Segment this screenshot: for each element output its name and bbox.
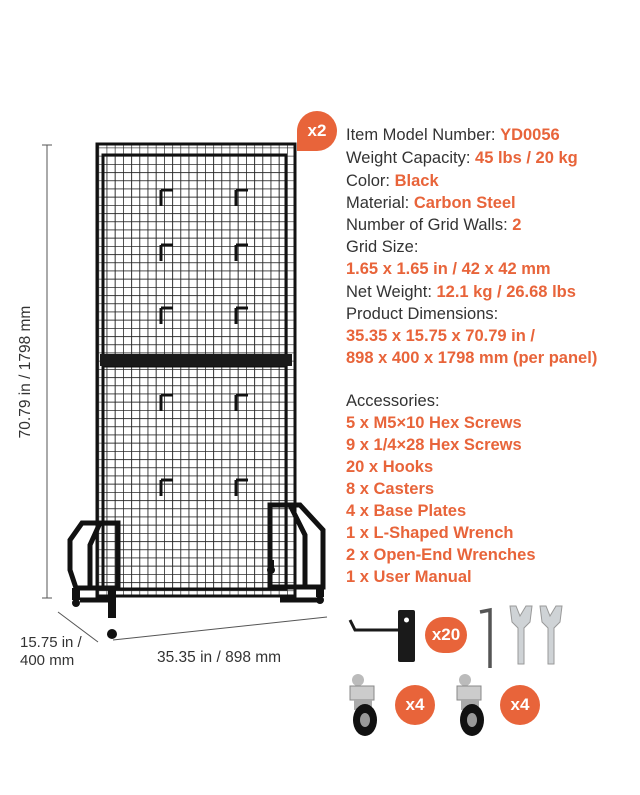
spec-material: Material: Carbon Steel (346, 194, 516, 212)
panel-count-badge (297, 111, 337, 151)
accessory-illustrations (340, 600, 640, 795)
accessory-item: 1 x L-Shaped Wrench (346, 524, 514, 542)
middle-connector-bar (100, 354, 292, 366)
casters-count-text: x4 (405, 695, 425, 714)
spec-product-dims-line1: 35.35 x 15.75 x 70.79 in / (346, 327, 535, 345)
base-casters-count-text: x4 (510, 695, 530, 714)
front-grid-wall (100, 155, 292, 589)
base-casters-count-badge (500, 685, 540, 725)
spec-model: Item Model Number: YD0056 (346, 126, 560, 144)
lower-grid-panel (103, 366, 286, 589)
hooks-count-badge (425, 617, 467, 653)
open-end-wrench-icon (510, 606, 562, 664)
accessory-item: 1 x User Manual (346, 568, 472, 586)
l-wrench-icon (480, 610, 490, 668)
accessories-label: Accessories: (346, 392, 440, 410)
height-dimension-label: 70.79 in / 1798 mm (17, 305, 34, 439)
spec-color: Color: Black (346, 172, 439, 190)
spec-grid-walls: Number of Grid Walls: 2 (346, 216, 522, 234)
depth-line1: 15.75 in / (20, 634, 82, 651)
spec-grid-size-label: Grid Size: (346, 238, 419, 256)
panel-count-text: x2 (307, 121, 327, 140)
spec-capacity: Weight Capacity: 45 lbs / 20 kg (346, 149, 578, 167)
spec-net-weight: Net Weight: 12.1 kg / 26.68 lbs (346, 283, 576, 301)
hooks-count-text: x20 (431, 625, 461, 644)
accessory-item: 2 x Open-End Wrenches (346, 546, 536, 564)
casters-count-badge (395, 685, 435, 725)
accessory-item: 8 x Casters (346, 480, 435, 498)
caster-icon (350, 674, 377, 736)
caster-icon (457, 674, 484, 736)
hook-icon (350, 610, 415, 662)
accessory-item: 4 x Base Plates (346, 502, 467, 520)
width-dimension-label: 35.35 in / 898 mm (157, 649, 282, 666)
accessory-item: 5 x M5×10 Hex Screws (346, 414, 522, 432)
spec-product-dims-line2: 898 x 400 x 1798 mm (per panel) (346, 349, 598, 367)
depth-dimension-label (20, 634, 82, 670)
upper-grid-panel (103, 155, 286, 356)
spec-product-dims-label: Product Dimensions: (346, 305, 499, 323)
depth-line2: 400 mm (20, 652, 75, 669)
spec-grid-size-value: 1.65 x 1.65 in / 42 x 42 mm (346, 260, 551, 278)
accessory-item: 9 x 1/4×28 Hex Screws (346, 436, 522, 454)
accessory-item: 20 x Hooks (346, 458, 434, 476)
